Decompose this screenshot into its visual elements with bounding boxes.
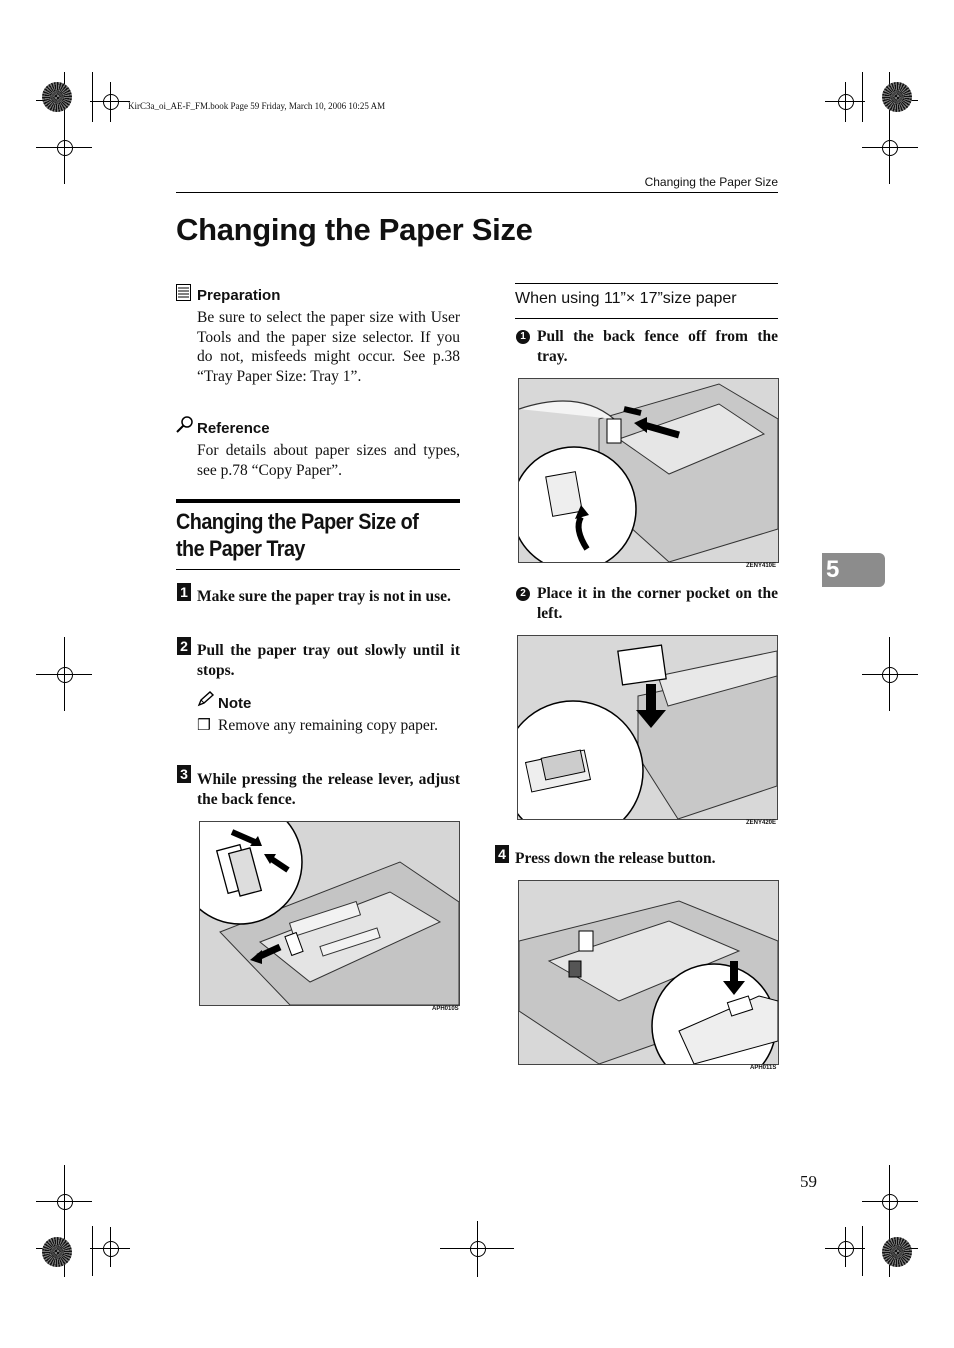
step-text: Press down the release button.: [515, 850, 716, 867]
step-number: 2: [177, 637, 191, 655]
note-item: Remove any remaining copy paper.: [218, 717, 438, 734]
reference-label: Reference: [197, 420, 270, 437]
subheading-rule-top: [515, 283, 778, 284]
running-header: Changing the Paper Size: [644, 175, 778, 189]
figure-code: ZENY410E: [746, 563, 777, 569]
step-text: Pull the paper tray out slowly until it stops.: [197, 642, 460, 679]
registration-target-icon: [42, 82, 72, 112]
step-number: 4: [495, 845, 509, 863]
substep-number: 2: [516, 587, 530, 601]
illustration-corner-pocket: [517, 635, 778, 820]
illustration-release-button: [518, 880, 779, 1065]
registration-target-icon: [42, 1237, 72, 1267]
figure-code: APH011S: [750, 1065, 777, 1071]
step-text: Make sure the paper tray is not in use.: [197, 588, 451, 605]
figure-code: ZENY420E: [746, 820, 777, 826]
figure-code: APH010S: [432, 1006, 459, 1012]
substep-text: Pull the back fence off from the tray.: [537, 328, 778, 365]
note-bullet: ❒: [197, 717, 211, 734]
section-rule-bottom: [176, 569, 460, 570]
registration-target-icon: [882, 82, 912, 112]
illustration-pull-back-fence: [518, 378, 779, 563]
page-title: Changing the Paper Size: [176, 212, 533, 247]
note-label: Note: [218, 695, 252, 712]
illustration-back-fence-adjust: [199, 821, 460, 1006]
magnifier-icon: [176, 416, 194, 434]
print-info: KirC3a_oi_AE-F_FM.book Page 59 Friday, March 10, 2006 10:25 AM: [128, 101, 386, 111]
preparation-text: Be sure to select the paper size with User Tools and the paper size selector. If you do not, misfeeds might occur. See p.38 “Tray Paper Size: Tray 1”.: [197, 309, 460, 385]
step-text: While pressing the release lever, adjust the back fence.: [197, 771, 460, 808]
registration-target-icon: [882, 1237, 912, 1267]
preparation-label: Preparation: [197, 287, 281, 304]
step-number: 1: [177, 583, 191, 601]
pencil-icon: [197, 691, 215, 707]
header-rule: [176, 192, 778, 193]
substep-number: 1: [516, 330, 530, 344]
subheading-rule-bottom: [515, 318, 778, 319]
reference-text: For details about paper sizes and types, see p.78 “Copy Paper”.: [197, 442, 460, 479]
preparation-icon: [176, 284, 191, 301]
section-rule-top: [176, 499, 460, 503]
chapter-tab: 5: [822, 553, 885, 587]
substep-text: Place it in the corner pocket on the left.: [537, 585, 778, 622]
page-number: 59: [800, 1172, 817, 1191]
sub-heading: When using 11”× 17”size paper: [515, 290, 737, 307]
section-title: Changing the Paper Size of the Paper Tray: [176, 509, 419, 561]
step-number: 3: [177, 765, 191, 783]
